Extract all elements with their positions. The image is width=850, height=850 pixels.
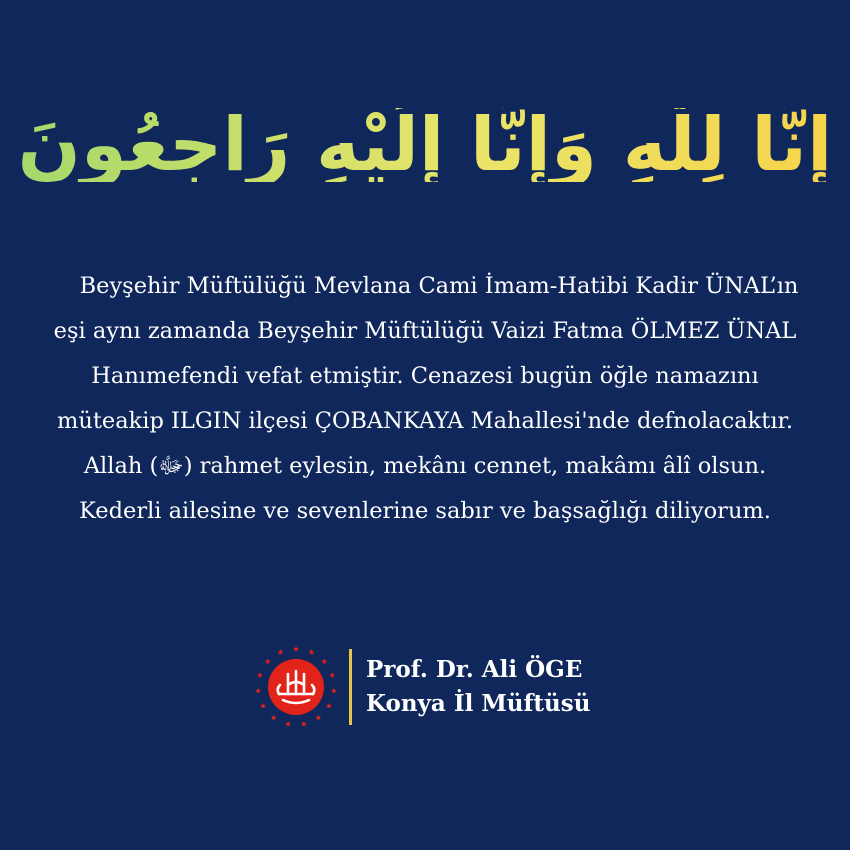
emblem-star <box>271 715 277 721</box>
emblem-star <box>257 672 263 678</box>
signatory-title: Konya İl Müftüsü <box>366 690 591 717</box>
emblem-star <box>255 688 261 694</box>
signature-divider <box>349 649 352 725</box>
calligraphy-header <box>17 70 833 220</box>
emblem-star <box>321 658 327 664</box>
condolence-message: Beyşehir Müftülüğü Mevlana Cami İmam-Hatibi Kadir ÜNAL’ın eşi aynı zamanda Beyşehir Müftülüğü Vaizi Fatma ÖLMEZ ÜNAL Hanımefendi vefat etmiştir. Cenazesi bugün öğle namazını müteakip ILGIN ilçesi ÇOBANKAYA Mahallesi'nde defnolacaktır. Allah (ﷻ) rahmet eylesin, mekânı cennet, makâmı âlî olsun. Kederli ailesine ve sevenlerine sabır ve başsağlığı diliyorum. <box>53 273 799 524</box>
emblem-star <box>285 721 291 727</box>
emblem-star <box>329 672 335 678</box>
emblem-star <box>331 688 337 694</box>
diyanet-emblem-icon <box>253 644 339 730</box>
signature-block <box>253 645 590 729</box>
emblem-star <box>308 649 314 655</box>
signature-text <box>366 653 590 721</box>
emblem-star <box>278 649 284 655</box>
emblem-star <box>293 646 299 652</box>
emblem-star <box>326 703 332 709</box>
emblem-star <box>301 721 307 727</box>
inna-lillahi-calligraphy: إِنَّا لِلّٰهِ وَإِنَّا إِلَيْهِ رَاجِعُونَ <box>17 102 833 188</box>
emblem-star <box>315 715 321 721</box>
signatory-name: Prof. Dr. Ali ÖGE <box>366 656 583 683</box>
emblem-star <box>260 703 266 709</box>
emblem-star <box>265 658 271 664</box>
